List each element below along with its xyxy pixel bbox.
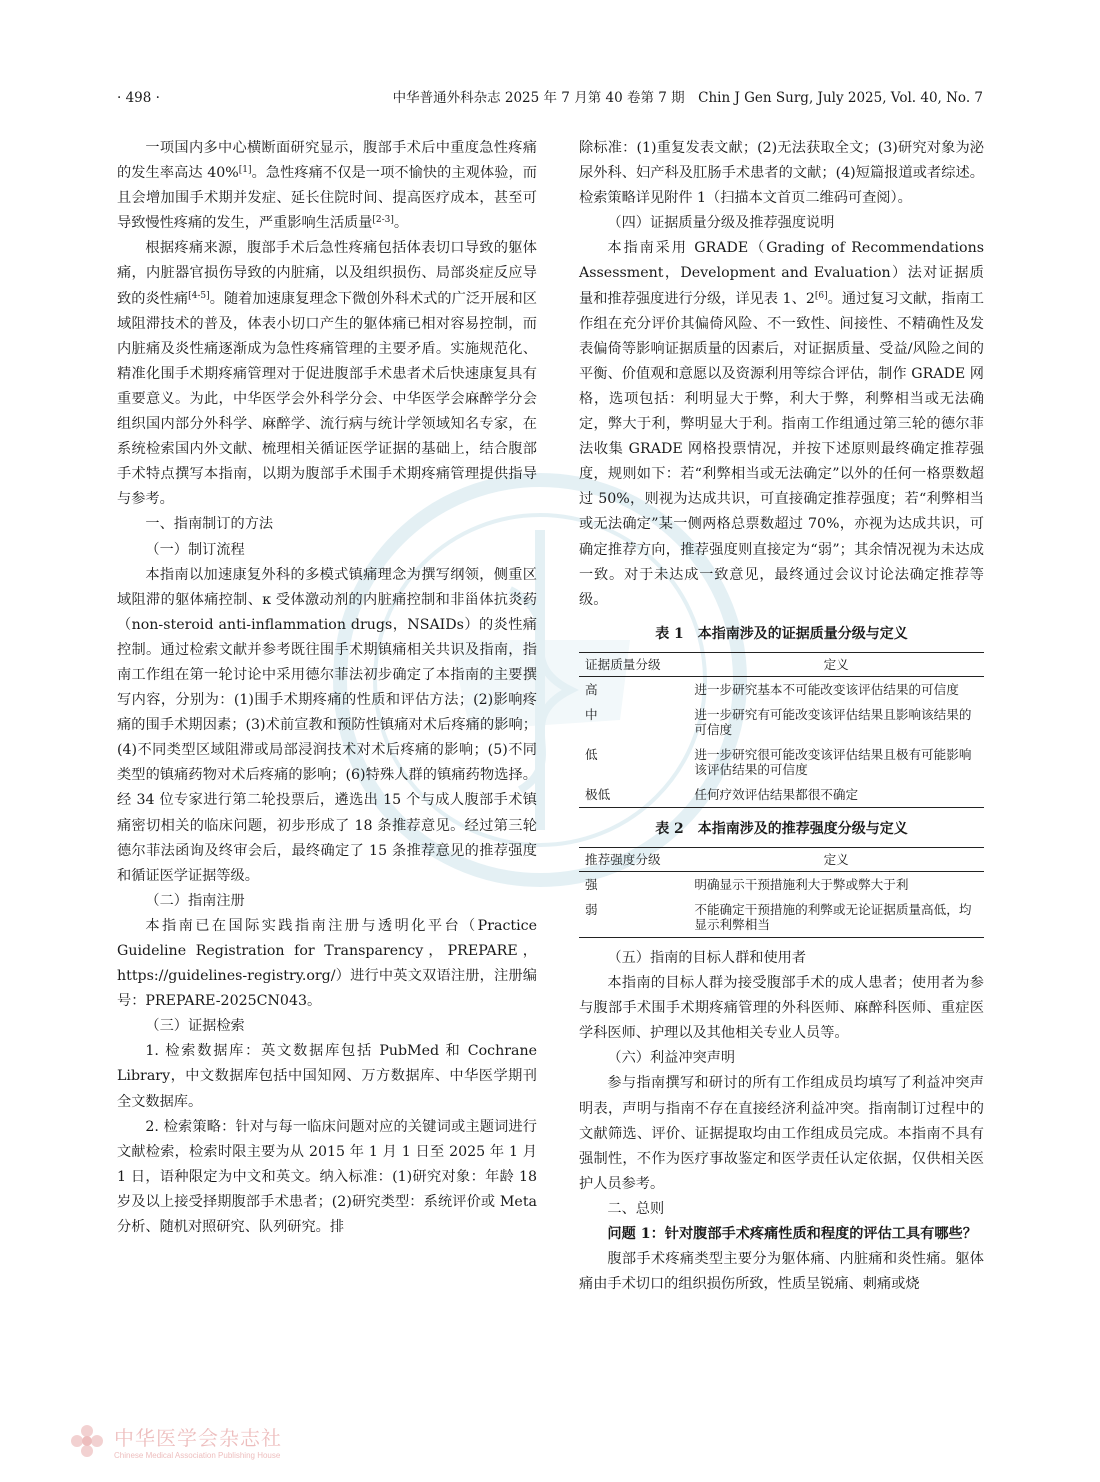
table-2-title: 表 2 本指南涉及的推荐强度分级与定义 [655, 820, 908, 837]
evidence-quality-table [579, 652, 984, 808]
paragraph: 腹部手术疼痛类型主要分为躯体痛、内脏痛和炎性痛。躯体痛由手术切口的组织损伤所致，性质呈锐痛、刺痛或烧 [579, 1251, 984, 1293]
table-header: 证据质量分级 [579, 652, 688, 676]
table-header: 定义 [688, 847, 984, 871]
paragraph: 2. 检索策略：针对与每一临床问题对应的关键词或主题词进行文献检索，检索时限主要为从 2015 年 1 月 1 日至 2025 年 1 月 1 日，语种限定为中文和英文。纳入标准：(1)研究对象：年龄 18 岁及以上接受择期腹部手术患者；(2)研究类型：系统评价或 Meta 分析、随机对照研究、队列研究。排 [117, 1118, 537, 1236]
paragraph: 本指南已在国际实践指南注册与透明化平台（Practice Guideline Registration for Transparency，PREPARE，https://guidelines-registry.org/）进行中英文双语注册，注册编号：PREPARE-2025CN043。 [117, 917, 537, 1010]
table-1-title: 表 1 本指南涉及的证据质量分级与定义 [655, 625, 908, 642]
subsection-heading: （四）证据质量分级及推荐强度说明 [607, 215, 835, 232]
page-header [117, 86, 983, 110]
question-heading: 问题 1：针对腹部手术疼痛性质和程度的评估工具有哪些？ [607, 1226, 977, 1242]
paragraph: 1. 检索数据库：英文数据库包括 PubMed 和 Cochrane Library，中文数据库包括中国知网、万方数据库、中华医学期刊全文数据库。 [117, 1043, 537, 1110]
publisher-flower-icon [70, 1424, 104, 1458]
recommendation-strength-table [579, 847, 984, 938]
subsection-heading: （一）制订流程 [145, 541, 245, 558]
publisher-logo [70, 1422, 282, 1460]
paragraph: 本指南采用 GRADE（Grading of Recommendations Assessment，Development and Evaluation）法对证据质量和推荐强度进行分级，详见表 1、2[6]。通过复习文献，指南工作组在充分评价其偏倚风险、不一致性、间接性、不精确性及发表偏倚等影响证据质量的因素后，对证据质量、受益/风险之间的平衡、价值观和意愿以及资源利用等综合评估，制作 GRADE 网格，选项包括：利明显大于弊，利大于弊，利弊相当或无法确定，弊大于利，弊明显大于利。指南工作组通过第三轮的德尔菲法收集 GRADE 网格投票情况，并按下述原则最终确定推荐强度，规则如下：若“利弊相当或无法确定”以外的任何一格票数超过 50%，则视为达成共识，可直接确定推荐强度；若“利弊相当或无法确定”某一侧两格总票数超过 70%，亦视为达成共识，可确定推荐方向，推荐强度则直接定为“弱”；其余情况视为未达成一致。对于未达成一致意见，最终通过会议讨论法确定推荐等级。 [579, 240, 984, 608]
table-header: 定义 [688, 652, 984, 676]
table-row: 中 进一步研究有可能改变该评估结果且影响该结果的可信度 [585, 706, 972, 737]
table-row: 极低 任何疗效评估结果都很不确定 [579, 782, 984, 808]
subsection-heading: （六）利益冲突声明 [607, 1050, 736, 1067]
table-header: 推荐强度分级 [579, 847, 688, 871]
publisher-name: 中华医学会杂志社 [114, 1426, 282, 1450]
subsection-heading: （五）指南的目标人群和使用者 [607, 949, 807, 966]
paragraph: 参与指南撰写和研讨的所有工作组成员均填写了利益冲突声明表，声明与指南不存在直接经济利益冲突。指南制订过程中的文献筛选、评价、证据提取均由工作组成员完成。本指南不具有强制性，不作为医疗事故鉴定和医学责任认定依据，仅供相关医护人员参考。 [579, 1075, 984, 1192]
table-row: 低 进一步研究很可能改变该评估结果且极有可能影响该评估结果的可信度 [585, 746, 972, 777]
paragraph: 根据疼痛来源，腹部手术后急性疼痛包括体表切口导致的躯体痛，内脏器官损伤导致的内脏痛，以及组织损伤、局部炎症反应导致的炎性痛[4-5]。随着加速康复理念下微创外科术式的广泛开展和区域阻滞技术的普及，体表小切口产生的躯体痛已相对容易控制，而内脏痛及炎性痛逐渐成为急性疼痛管理的主要矛盾。实施规范化、精准化围手术期疼痛管理对于促进腹部手术患者术后快速康复具有重要意义。为此，中华医学会外科学分会、中华医学会麻醉学分会组织国内部分外科学、麻醉学、流行病与统计学领域知名专家，在系统检索国内外文献、梳理相关循证医学证据的基础上，结合腹部手术特点撰写本指南，以期为腹部手术围手术期疼痛管理提供指导与参考。 [117, 240, 537, 508]
table-row: 弱 不能确定干预措施的利弊或无论证据质量高低，均显示利弊相当 [579, 897, 984, 938]
paragraph: 本指南以加速康复外科的多模式镇痛理念为撰写纲领，侧重区域阻滞的躯体痛控制、κ 受体激动剂的内脏痛控制和非甾体抗炎药（non-steroid anti-inflammation drugs，NSAIDs）的炎性痛控制。通过检索文献并参考既往围手术期镇痛相关共识及指南，指南工作组在第一轮讨论中采用德尔菲法初步确定了本指南的主要撰写内容，分别为：(1)围手术期疼痛的性质和评估方法；(2)影响疼痛的围手术期因素；(3)术前宣教和预防性镇痛对术后疼痛的影响；(4)不同类型区域阻滞或局部浸润技术对术后疼痛的影响；(5)不同类型的镇痛药物对术后疼痛的影响；(6)特殊人群的镇痛药物选择。经 34 位专家进行第二轮投票后，遴选出 15 个与成人腹部手术镇痛密切相关的临床问题，初步形成了 18 条推荐意见。经过第三轮德尔菲法函询及终审会后，最终确定了 15 条推荐意见的推荐强度和循证医学证据等级。 [117, 566, 537, 884]
subsection-heading: （三）证据检索 [145, 1018, 245, 1035]
journal-citation: 中华普通外科杂志 2025 年 7 月第 40 卷第 7 期 Chin J Gen Surg, July 2025, Vol. 40, No. 7 [392, 90, 983, 106]
right-column [579, 136, 984, 1297]
paragraph: 除标准：(1)重复发表文献；(2)无法获取全文；(3)研究对象为泌尿外科、妇产科及肛肠手术患者的文献；(4)短篇报道或者综述。检索策略详见附件 1（扫描本文首页二维码可查阅）。 [579, 140, 984, 207]
section-heading: 一、指南制订的方法 [145, 516, 274, 533]
paragraph: 一项国内多中心横断面研究显示，腹部手术后中重度急性疼痛的发生率高达 40%[1]。急性疼痛不仅是一项不愉快的主观体验，而且会增加围手术期并发症、延长住院时间、提高医疗成本，甚至可导致慢性疼痛的发生，严重影响生活质量[2-3]。 [117, 140, 537, 232]
table-row: 高 进一步研究基本不可能改变该评估结果的可信度 [585, 681, 959, 697]
subsection-heading: （二）指南注册 [145, 892, 245, 909]
section-heading: 二、总则 [607, 1200, 665, 1217]
left-column [117, 136, 537, 1240]
page-number: · 498 · [117, 90, 160, 106]
table-row: 强 明确显示干预措施利大于弊或弊大于利 [585, 876, 909, 892]
paragraph: 本指南的目标人群为接受腹部手术的成人患者；使用者为参与腹部手术围手术期疼痛管理的外科医师、麻醉科医师、重症医学科医师、护理以及其他相关专业人员等。 [579, 975, 984, 1042]
publisher-name-en: Chinese Medical Association Publishing House [114, 1451, 281, 1460]
